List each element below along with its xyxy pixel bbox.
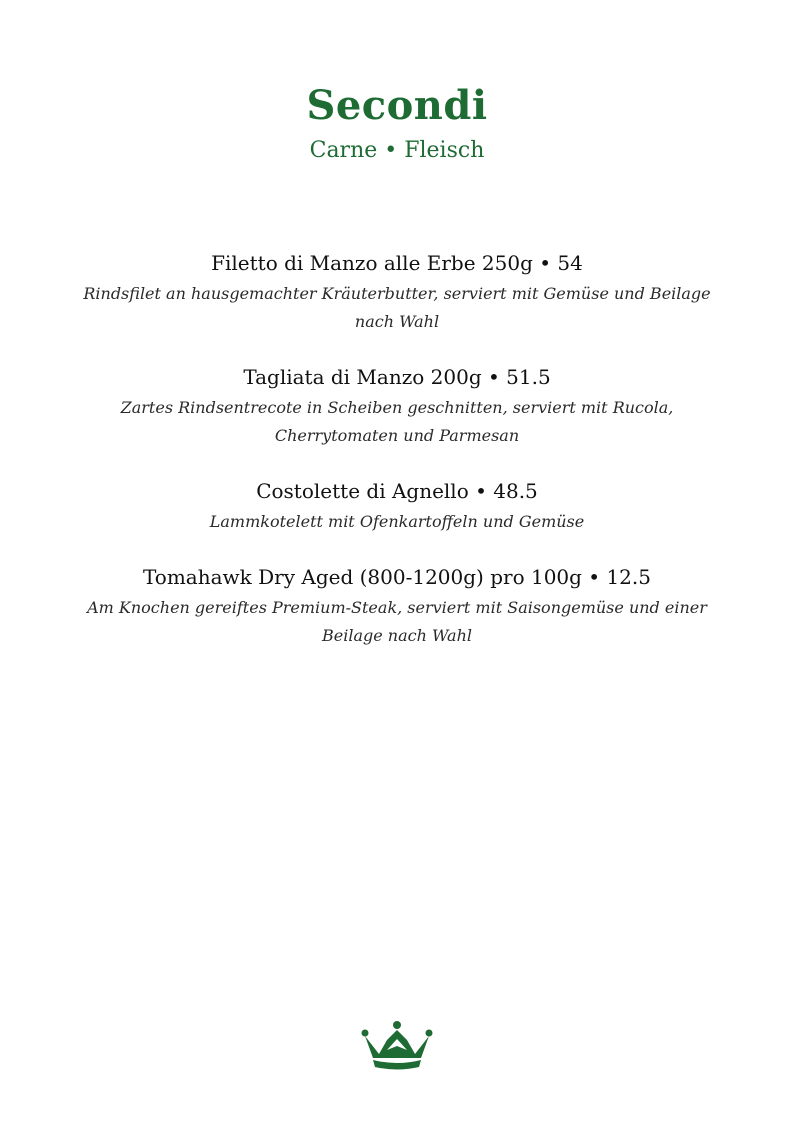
dish-description: Lammkotelett mit Ofenkartoffeln und Gemüse <box>209 512 585 531</box>
dish-name: Filetto di Manzo alle Erbe 250g • 54 <box>211 251 583 275</box>
dish-item <box>80 562 714 650</box>
dish-description: Am Knochen gereiftes Premium-Steak, serviert mit Saisongemüse und einer Beilage nach Wahl <box>87 598 707 645</box>
dish-description: Zartes Rindsentrecote in Scheiben geschnitten, serviert mit Rucola, Cherrytomaten und Parmesan <box>120 398 674 445</box>
dish-item <box>80 476 714 536</box>
dish-name: Costolette di Agnello • 48.5 <box>256 479 538 503</box>
dish-name: Tomahawk Dry Aged (800-1200g) pro 100g • 12.5 <box>143 565 651 589</box>
page-subtitle: Carne • Fleisch <box>309 138 485 163</box>
dish-name: Tagliata di Manzo 200g • 51.5 <box>243 365 551 389</box>
page-title: Secondi <box>306 82 488 129</box>
dish-description: Rindsfilet an hausgemachter Kräuterbutter, serviert mit Gemüse und Beilage nach Wahl <box>83 284 711 331</box>
dish-item <box>80 362 714 450</box>
crown-icon <box>361 1020 433 1070</box>
dish-list <box>80 248 714 676</box>
dish-item <box>80 248 714 336</box>
